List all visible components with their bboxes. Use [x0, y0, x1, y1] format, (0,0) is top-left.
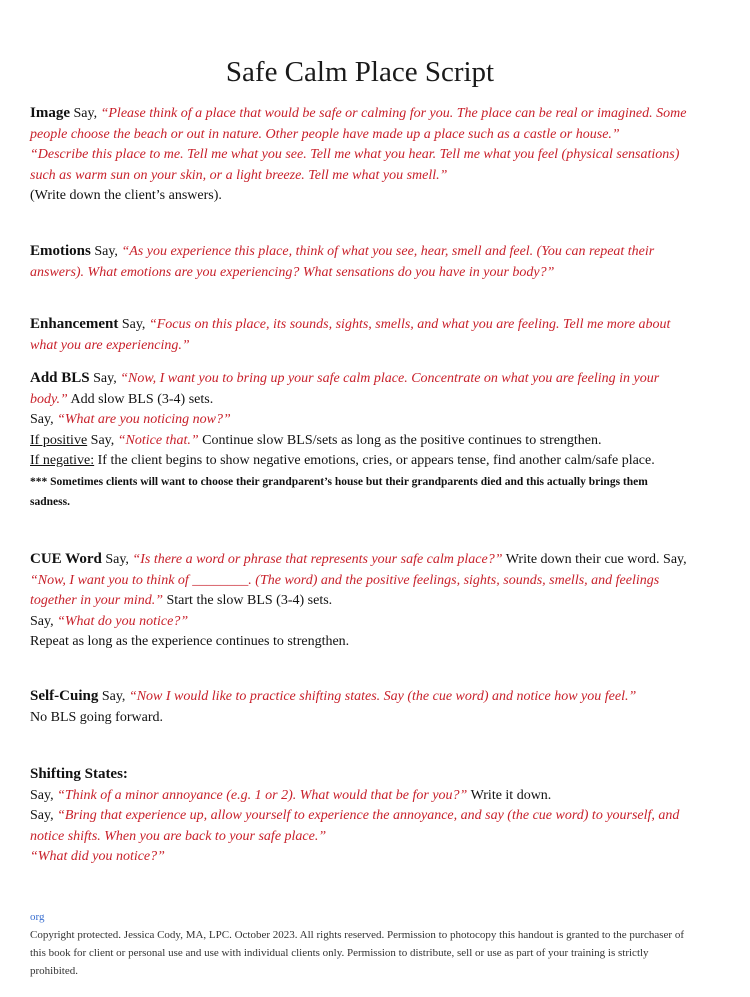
footer — [30, 908, 690, 980]
cue-word-say: Say, — [105, 552, 129, 567]
cue-word-repeat: Repeat as long as the experience continues to strengthen. — [30, 634, 350, 649]
enhancement-heading: Enhancement — [30, 316, 119, 332]
enhancement-say: Say, — [121, 317, 146, 332]
add-bls-quote: “Now, I want you to bring up your safe calm place. Concentrate on what you are feeling in your body.” — [30, 371, 660, 407]
cue-word-quote: “Is there a word or phrase that represents your safe calm place?” — [132, 552, 503, 567]
emotions-say: Say, — [94, 244, 118, 259]
section-emotions — [30, 241, 690, 283]
shifting-instruction: Write it down. — [470, 787, 552, 803]
image-instruction: (Write down the client’s answers). — [30, 188, 222, 203]
cue-word-heading: CUE Word — [30, 551, 102, 567]
section-self-cuing — [30, 686, 690, 728]
shifting-say-2: Say, — [30, 808, 54, 823]
shifting-quote-3: “What did you notice?” — [30, 849, 165, 864]
if-negative-label: If negative: — [30, 453, 95, 468]
cue-word-instruction: Write down their cue word. — [505, 552, 660, 567]
self-cuing-heading: Self-Cuing — [30, 688, 99, 704]
if-positive-label: If positive — [30, 432, 88, 448]
shifting-say: Say, — [30, 787, 54, 803]
section-image — [30, 103, 690, 207]
cue-word-say-3: Say, — [30, 613, 54, 629]
cue-word-quote-2: “Now, I want you to think of ________. (The word) and the positive feelings, sights, sounds, smells, and feelings together in your mind.” — [30, 572, 660, 608]
shifting-states-heading: Shifting States: — [30, 766, 128, 782]
cue-word-say-2: Say, — [663, 552, 687, 567]
cue-word-instruction-2: Start the slow BLS (3-4) sets. — [166, 593, 333, 608]
if-negative-text: If the client begins to show negative emotions, cries, or appears tense, find another calm/safe place. — [97, 453, 655, 468]
add-bls-heading: Add BLS — [30, 370, 90, 386]
add-bls-instruction: Add slow BLS (3-4) sets. — [70, 391, 214, 407]
if-positive-quote: “Notice that.” — [117, 432, 199, 448]
add-bls-say: Say, — [93, 371, 117, 386]
image-quote-2: “Describe this place to me. Tell me what you see. Tell me what you hear. Tell me what you feel (physical sensations) such as warm sun on your skin, or a light breeze. Tell me what you smell.” — [30, 147, 680, 183]
if-positive-text: Continue slow BLS/sets as long as the positive continues to strengthen. — [202, 432, 602, 448]
image-quote-1: “Please think of a place that would be safe or calming for you. The place can be real or imagined. Some people choose the beach or out in nature. Other people have made up a place such as a castle or house.” — [30, 106, 687, 142]
enhancement-quote: “Focus on this place, its sounds, sights, smells, and what you are feeling. Tell me more about what you are experiencing.” — [30, 317, 671, 353]
emotions-quote: “As you experience this place, think of what you see, hear, smell and feel. (You can repeat their answers). What emotions are you experiencing? What sensations do you have in your body?” — [30, 244, 655, 280]
cue-word-quote-3: “What do you notice?” — [57, 613, 189, 629]
page-title: Safe Calm Place Script — [225, 56, 495, 88]
section-shifting-states — [30, 764, 690, 868]
add-bls-say-2: Say, — [30, 412, 54, 427]
image-heading: Image — [30, 105, 70, 121]
image-say: Say, — [73, 106, 98, 121]
section-cue-word — [30, 549, 690, 653]
self-cuing-quote: “Now I would like to practice shifting states. Say (the cue word) and notice how you feel.” — [128, 689, 637, 704]
self-cuing-instruction: No BLS going forward. — [30, 709, 163, 725]
if-positive-say: Say, — [90, 432, 115, 448]
add-bls-quote-2: “What are you noticing now?” — [57, 412, 231, 427]
emotions-heading: Emotions — [30, 243, 91, 259]
copyright-text: Copyright protected. Jessica Cody, MA, LPC. October 2023. All rights reserved. Permission to photocopy this handout is granted to the purchaser of this book for client or personal use and use with individual clients only. Permission to distribute, sell or use as part of your training is strictly prohibited. — [30, 929, 684, 977]
section-add-bls — [30, 368, 690, 513]
shifting-quote-2: “Bring that experience up, allow yourself to experience the annoyance, and say (the cue word) to yourself, and notice shifts. When you are back to your safe place.” — [30, 808, 680, 844]
self-cuing-say: Say, — [101, 689, 126, 704]
footer-link[interactable]: org — [30, 911, 45, 923]
grandparent-note: *** Sometimes clients will want to choose their grandparent’s house but their grandparents died and this actually brings them sadness. — [30, 475, 648, 508]
shifting-quote: “Think of a minor annoyance (e.g. 1 or 2). What would that be for you?” — [57, 787, 468, 803]
section-enhancement — [30, 314, 690, 356]
